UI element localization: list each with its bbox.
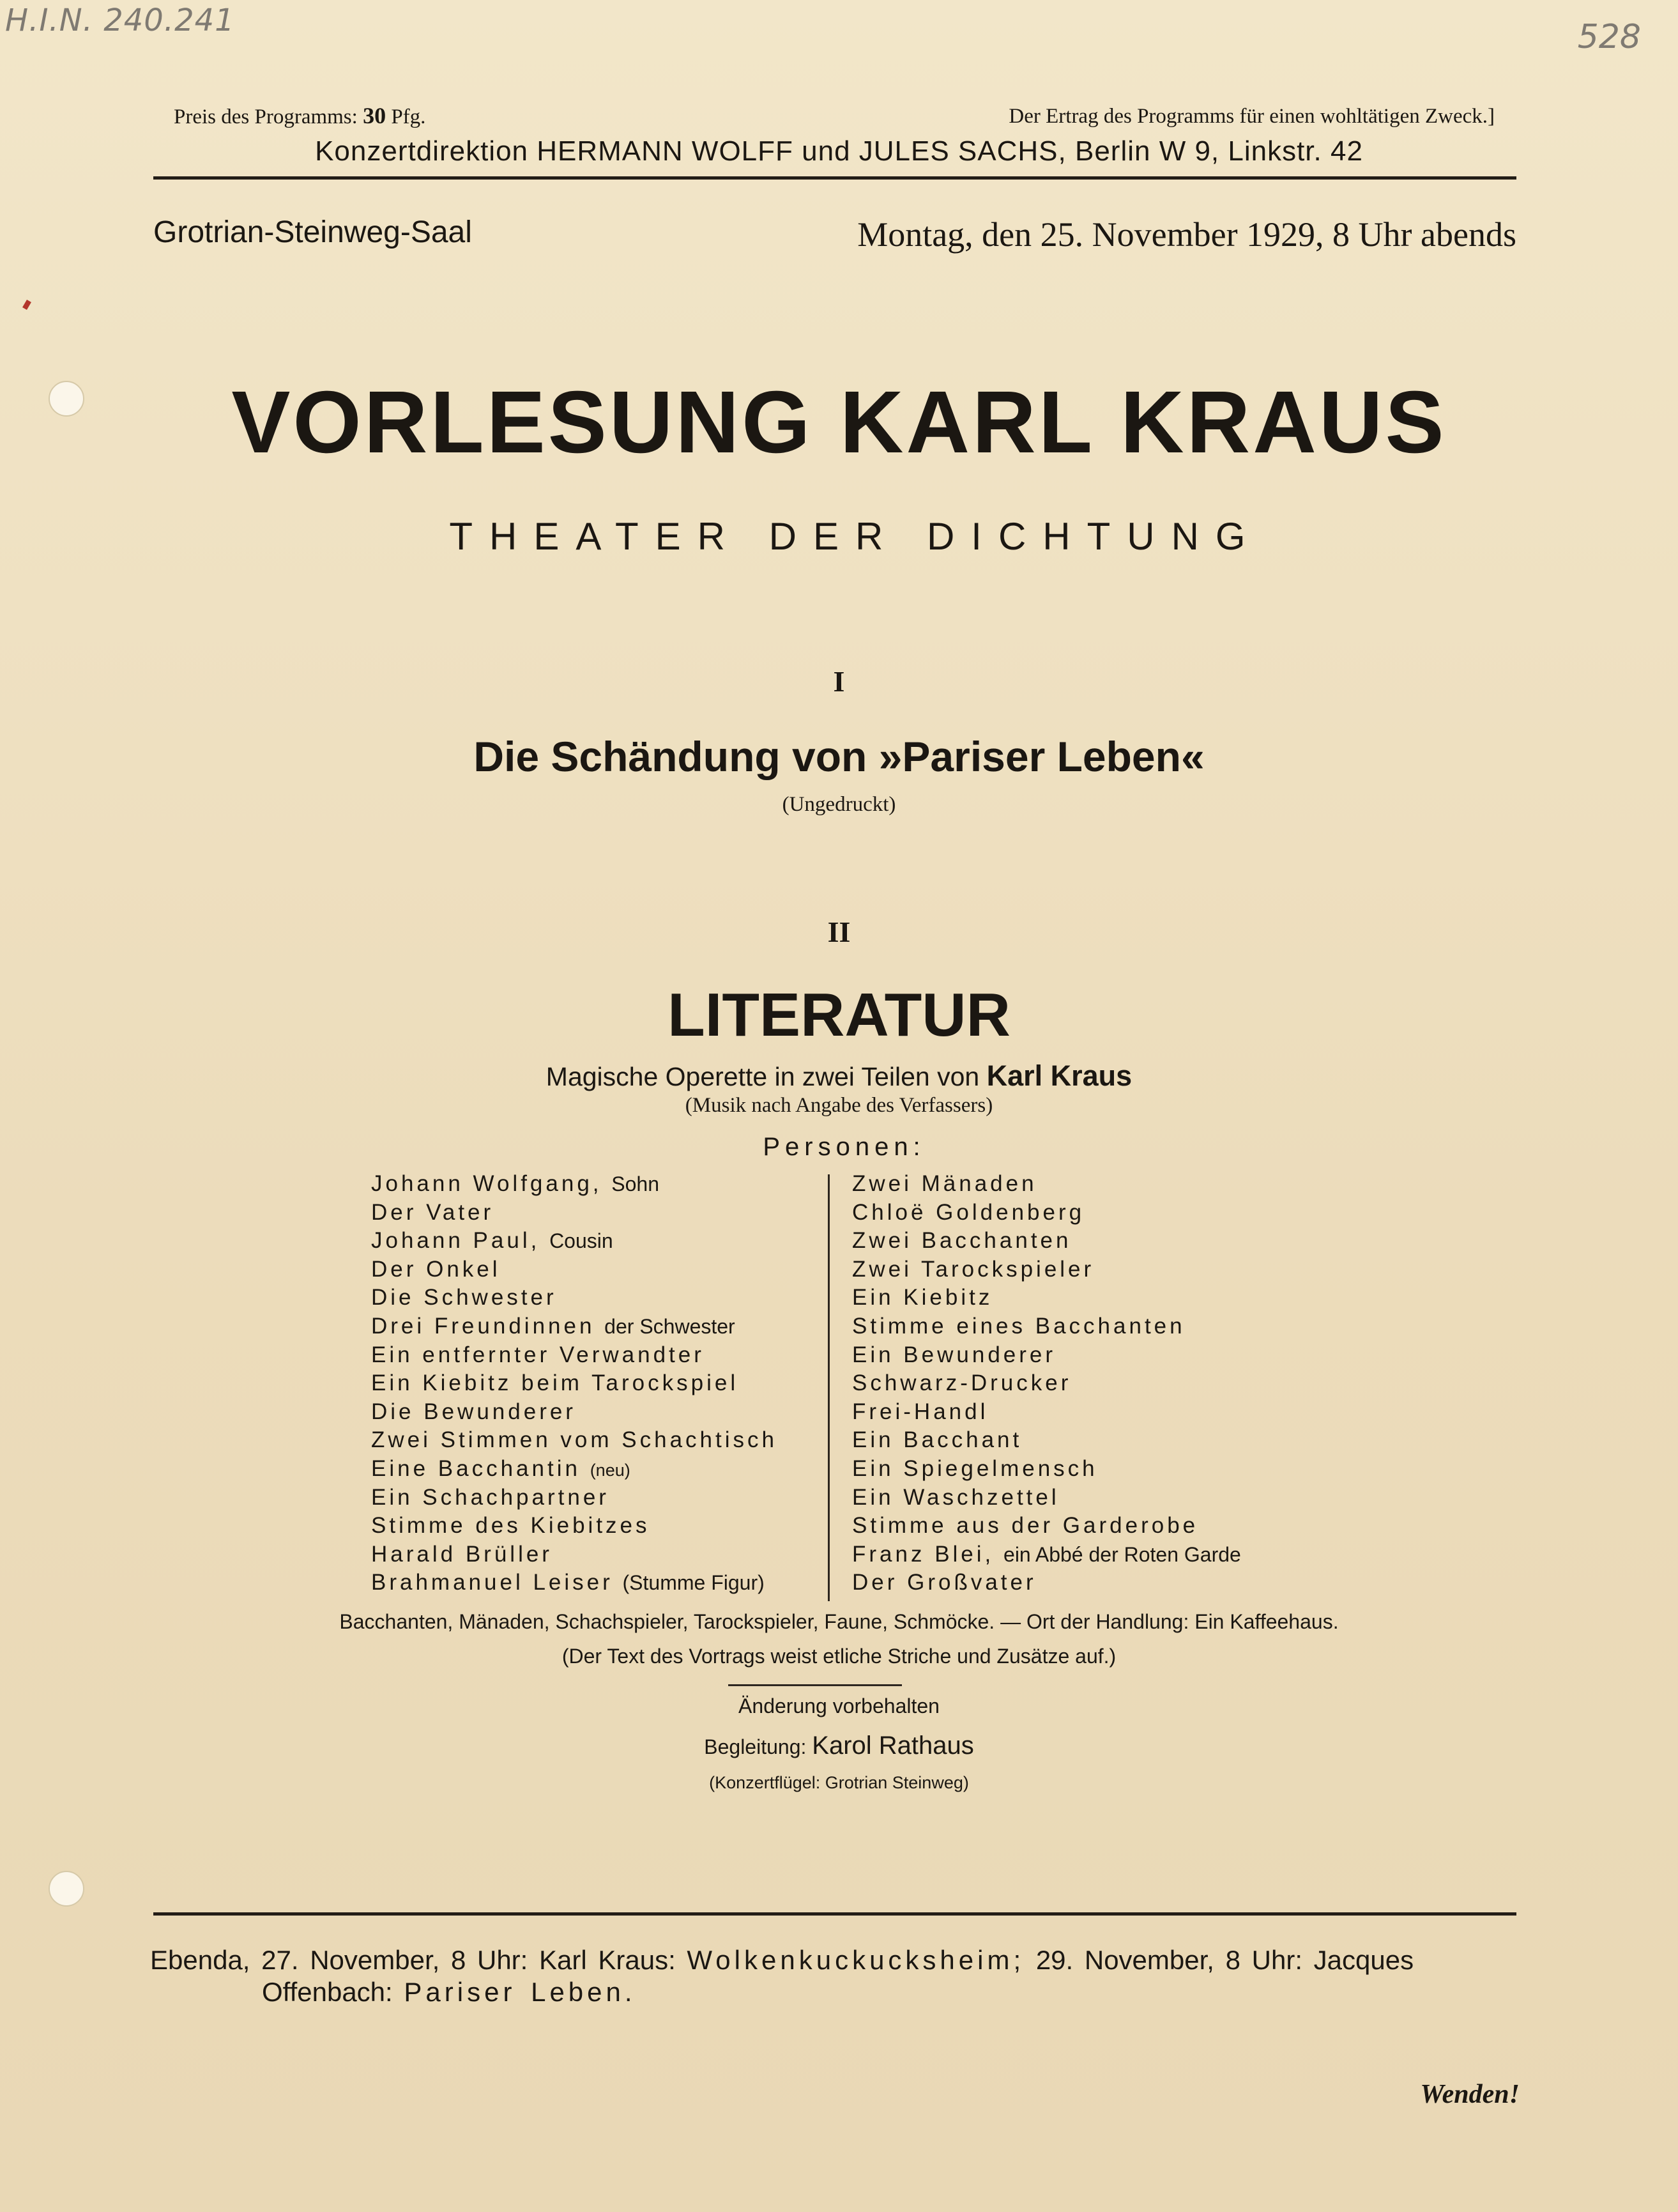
- cast-role: ein Abbé der Roten Garde: [1003, 1542, 1241, 1566]
- footer-line-1: [150, 1945, 1414, 1976]
- accompaniment-label: Begleitung:: [704, 1735, 807, 1758]
- part2-author: Karl Kraus: [986, 1059, 1133, 1092]
- cast-name: Ein Bacchant: [852, 1427, 1023, 1453]
- cast-entry: [371, 1398, 777, 1427]
- cast-entry: [852, 1256, 1241, 1284]
- cast-name: Brahmanuel Leiser: [371, 1570, 613, 1595]
- cast-entry: [852, 1199, 1241, 1227]
- header-rule: [153, 176, 1516, 180]
- venue: Grotrian-Steinweg-Saal: [153, 215, 472, 249]
- cast-name: Zwei Tarockspieler: [852, 1256, 1095, 1282]
- accompaniment: [0, 1732, 1678, 1760]
- short-divider: [728, 1684, 902, 1686]
- archive-inventory-number: H.I.N. 240.241: [5, 3, 235, 38]
- cast-entry: [852, 1455, 1241, 1484]
- cast-name: Frei-Handl: [852, 1399, 989, 1424]
- part2-title: LITERATUR: [667, 981, 1011, 1049]
- cast-entry: [852, 1170, 1241, 1199]
- subtitle: THEATER DER DICHTUNG: [449, 515, 1262, 558]
- cast-name: Zwei Stimmen vom Schachtisch: [371, 1427, 777, 1453]
- footer-upcoming-2: 29. November, 8 Uhr: Jacques: [1035, 1945, 1414, 1975]
- footer-work-2: Pariser Leben.: [404, 1977, 636, 2007]
- part2-description: [0, 1059, 1678, 1093]
- cast-name: Harald Brüller: [371, 1541, 553, 1567]
- part1-numeral: I: [833, 665, 845, 698]
- chorus-and-setting: Bacchanten, Mänaden, Schachspieler, Tarockspieler, Faune, Schmöcke. — Ort der Handlung: Ein Kaffeehaus.: [339, 1610, 1339, 1633]
- program-price: [174, 102, 425, 129]
- cast-role: Cousin: [549, 1229, 613, 1253]
- cast-entry: [371, 1341, 777, 1370]
- cast-name: Der Onkel: [371, 1256, 501, 1282]
- cast-entry: [371, 1484, 777, 1512]
- change-note: Änderung vorbehalten: [738, 1694, 940, 1717]
- cast-name: Zwei Mänaden: [852, 1171, 1037, 1196]
- cast-entry: [371, 1455, 777, 1484]
- cast-entry: [371, 1569, 777, 1597]
- cast-name: Schwarz-Drucker: [852, 1371, 1072, 1396]
- footer-rule: [153, 1912, 1516, 1916]
- cast-column-divider: [828, 1174, 830, 1601]
- cast-role: (neu): [590, 1460, 630, 1480]
- cast-entry: [371, 1369, 777, 1398]
- cast-list-right: [852, 1170, 1241, 1597]
- cast-name: Der Großvater: [852, 1570, 1037, 1595]
- cast-name: Johann Wolfgang,: [371, 1171, 602, 1196]
- cast-entry: [852, 1512, 1241, 1540]
- cast-entry: [371, 1170, 777, 1199]
- cast-list-left: [371, 1170, 777, 1597]
- cast-name: Ein Bewunderer: [852, 1342, 1056, 1367]
- cast-entry: [852, 1312, 1241, 1341]
- part2-description-prefix: Magische Operette in zwei Teilen von: [545, 1062, 980, 1091]
- cast-role: (Stumme Figur): [622, 1571, 765, 1595]
- footer-work-1: Wolkenkuckucksheim;: [687, 1945, 1025, 1975]
- cast-name: Stimme des Kiebitzes: [371, 1513, 650, 1539]
- cast-name: Ein Spiegelmensch: [852, 1455, 1098, 1481]
- accompanist-name: Karol Rathaus: [812, 1732, 974, 1760]
- concert-agency: Konzertdirektion HERMANN WOLFF und JULES SACHS, Berlin W 9, Linkstr. 42: [315, 135, 1363, 167]
- cast-entry: [852, 1540, 1241, 1569]
- cast-entry: [371, 1540, 777, 1569]
- cast-name: Zwei Bacchanten: [852, 1228, 1072, 1254]
- cast-name: Der Vater: [371, 1199, 494, 1225]
- cast-name: Die Bewunderer: [371, 1399, 576, 1424]
- cast-entry: [371, 1284, 777, 1312]
- cast-name: Drei Freundinnen: [371, 1313, 595, 1339]
- cast-entry: [852, 1341, 1241, 1370]
- text-note: (Der Text des Vortrags weist etliche Striche und Zusätze auf.): [561, 1645, 1117, 1668]
- footer-composer: Offenbach:: [262, 1977, 393, 2007]
- cast-entry: [371, 1426, 777, 1455]
- cast-name: Eine Bacchantin: [371, 1455, 581, 1481]
- price-unit: Pfg.: [391, 105, 426, 128]
- event-date: Montag, den 25. November 1929, 8 Uhr abends: [857, 215, 1516, 254]
- footer-upcoming-1: Ebenda, 27. November, 8 Uhr: Karl Kraus:: [150, 1945, 676, 1975]
- cast-entry: [852, 1398, 1241, 1427]
- piano-note: (Konzertflügel: Grotrian Steinweg): [709, 1773, 969, 1792]
- red-ink-mark: [22, 300, 31, 310]
- cast-entry: [371, 1312, 777, 1341]
- footer-line-2: [262, 1977, 636, 2008]
- cast-entry: [371, 1256, 777, 1284]
- cast-entry: [371, 1512, 777, 1540]
- cast-entry: [852, 1227, 1241, 1256]
- price-label: Preis des Programms:: [174, 105, 358, 128]
- charity-note: Der Ertrag des Programms für einen wohltätigen Zweck.]: [1009, 105, 1495, 128]
- part1-note: (Ungedruckt): [782, 793, 896, 816]
- cast-name: Ein entfernter Verwandter: [371, 1342, 705, 1367]
- cast-entry: [852, 1569, 1241, 1597]
- cast-entry: [852, 1369, 1241, 1398]
- cast-name: Stimme aus der Garderobe: [852, 1513, 1199, 1539]
- cast-entry: [371, 1227, 777, 1256]
- cast-name: Chloë Goldenberg: [852, 1199, 1085, 1225]
- cast-name: Die Schwester: [371, 1285, 557, 1310]
- part2-note: (Musik nach Angabe des Verfassers): [685, 1094, 993, 1117]
- cast-entry: [852, 1426, 1241, 1455]
- price-value: 30: [363, 103, 386, 128]
- cast-name: Ein Kiebitz: [852, 1285, 993, 1310]
- cast-role: der Schwester: [604, 1314, 735, 1338]
- cast-name: Franz Blei,: [852, 1541, 995, 1567]
- cast-name: Ein Waschzettel: [852, 1484, 1060, 1510]
- punch-hole-bottom: [49, 1871, 84, 1907]
- cast-entry: [371, 1199, 777, 1227]
- main-title: VORLESUNG KARL KRAUS: [231, 373, 1447, 472]
- cast-name: Stimme eines Bacchanten: [852, 1313, 1186, 1339]
- part1-title: Die Schändung von »Pariser Leben«: [473, 733, 1205, 780]
- cast-heading: Personen:: [763, 1133, 926, 1161]
- cast-name: Ein Schachpartner: [371, 1484, 609, 1510]
- turn-over-note: Wenden!: [1420, 2080, 1520, 2109]
- cast-role: Sohn: [611, 1172, 659, 1195]
- cast-name: Johann Paul,: [371, 1228, 540, 1254]
- cast-name: Ein Kiebitz beim Tarockspiel: [371, 1371, 739, 1396]
- folio-number: 528: [1577, 18, 1641, 56]
- part2-numeral: II: [827, 916, 851, 948]
- cast-entry: [852, 1484, 1241, 1512]
- cast-entry: [852, 1284, 1241, 1312]
